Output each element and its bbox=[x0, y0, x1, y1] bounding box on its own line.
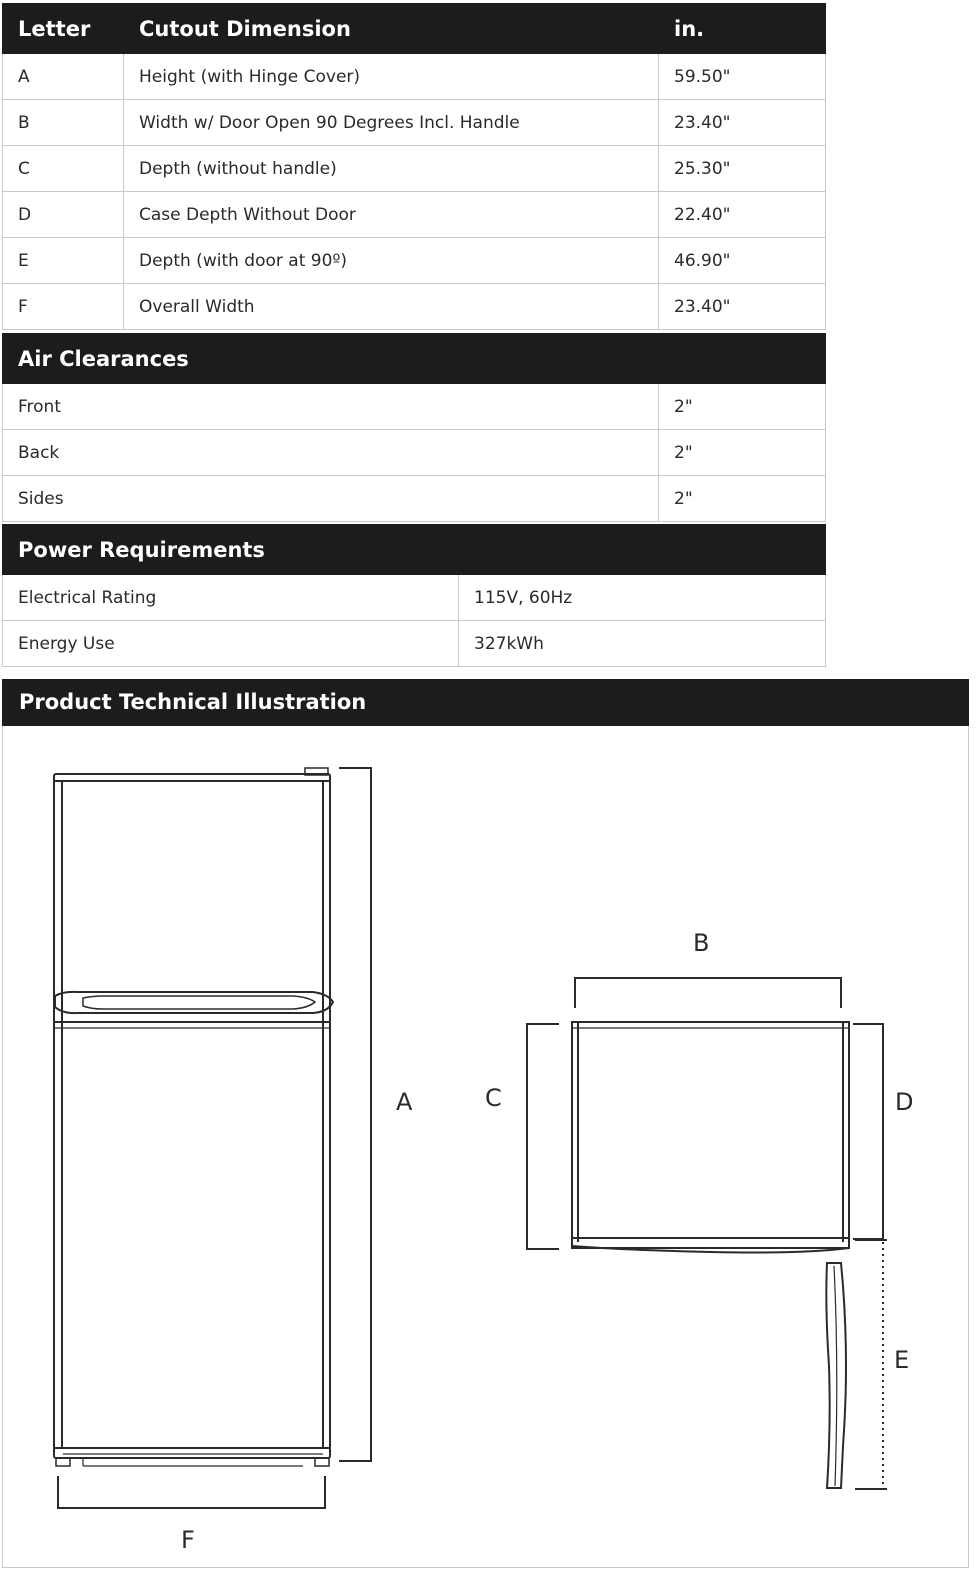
row-value: 25.30" bbox=[659, 146, 826, 192]
row-letter: C bbox=[3, 146, 124, 192]
air-clearances-header-row bbox=[3, 334, 826, 384]
row-value: 115V, 60Hz bbox=[459, 575, 826, 621]
air-clearances-title: Air Clearances bbox=[3, 334, 826, 384]
dimension-c-line bbox=[527, 1024, 559, 1249]
row-label: Case Depth Without Door bbox=[124, 192, 659, 238]
row-label: Front bbox=[3, 384, 659, 430]
fridge-top-view bbox=[572, 1022, 849, 1488]
dimension-d-line bbox=[853, 1024, 883, 1239]
label-c: C bbox=[485, 1084, 502, 1112]
dimension-f-line bbox=[58, 1476, 325, 1508]
table-row bbox=[3, 284, 826, 330]
table-row bbox=[3, 621, 826, 667]
technical-drawing bbox=[3, 726, 968, 1566]
row-label: Energy Use bbox=[3, 621, 459, 667]
row-letter: D bbox=[3, 192, 124, 238]
table-row bbox=[3, 238, 826, 284]
label-d: D bbox=[895, 1088, 914, 1116]
row-label: Depth (without handle) bbox=[124, 146, 659, 192]
table-row bbox=[3, 476, 826, 522]
table-row bbox=[3, 384, 826, 430]
dimension-b-line bbox=[575, 978, 841, 1008]
row-letter: A bbox=[3, 54, 124, 100]
row-letter: F bbox=[3, 284, 124, 330]
row-label: Back bbox=[3, 430, 659, 476]
power-header-row bbox=[3, 525, 826, 575]
row-label: Depth (with door at 90º) bbox=[124, 238, 659, 284]
table-row bbox=[3, 100, 826, 146]
dimensions-table bbox=[2, 3, 826, 330]
row-value: 46.90" bbox=[659, 238, 826, 284]
row-label: Width w/ Door Open 90 Degrees Incl. Handle bbox=[124, 100, 659, 146]
fridge-front-view bbox=[54, 768, 333, 1466]
dimension-e-line bbox=[855, 1240, 887, 1489]
row-label: Height (with Hinge Cover) bbox=[124, 54, 659, 100]
air-clearances-table bbox=[2, 333, 826, 522]
row-label: Overall Width bbox=[124, 284, 659, 330]
row-value: 59.50" bbox=[659, 54, 826, 100]
table-row bbox=[3, 430, 826, 476]
dimension-a-line bbox=[339, 768, 371, 1461]
label-a: A bbox=[396, 1088, 413, 1116]
row-label: Electrical Rating bbox=[3, 575, 459, 621]
table-row bbox=[3, 575, 826, 621]
row-value: 23.40" bbox=[659, 284, 826, 330]
table-row bbox=[3, 146, 826, 192]
power-requirements-table bbox=[2, 524, 826, 667]
row-letter: B bbox=[3, 100, 124, 146]
label-f: F bbox=[181, 1526, 195, 1554]
label-e: E bbox=[894, 1346, 910, 1374]
illustration-title: Product Technical Illustration bbox=[2, 679, 969, 726]
letter-header: Letter bbox=[3, 4, 124, 54]
row-value: 2" bbox=[659, 476, 826, 522]
row-value: 22.40" bbox=[659, 192, 826, 238]
row-letter: E bbox=[3, 238, 124, 284]
unit-header: in. bbox=[659, 4, 826, 54]
illustration-box bbox=[2, 726, 969, 1568]
row-value: 327kWh bbox=[459, 621, 826, 667]
label-b: B bbox=[693, 929, 710, 957]
row-value: 2" bbox=[659, 384, 826, 430]
dimension-header: Cutout Dimension bbox=[124, 4, 659, 54]
table-row bbox=[3, 54, 826, 100]
dimensions-header-row bbox=[3, 4, 826, 54]
row-value: 23.40" bbox=[659, 100, 826, 146]
power-title: Power Requirements bbox=[3, 525, 826, 575]
table-row bbox=[3, 192, 826, 238]
row-value: 2" bbox=[659, 430, 826, 476]
row-label: Sides bbox=[3, 476, 659, 522]
